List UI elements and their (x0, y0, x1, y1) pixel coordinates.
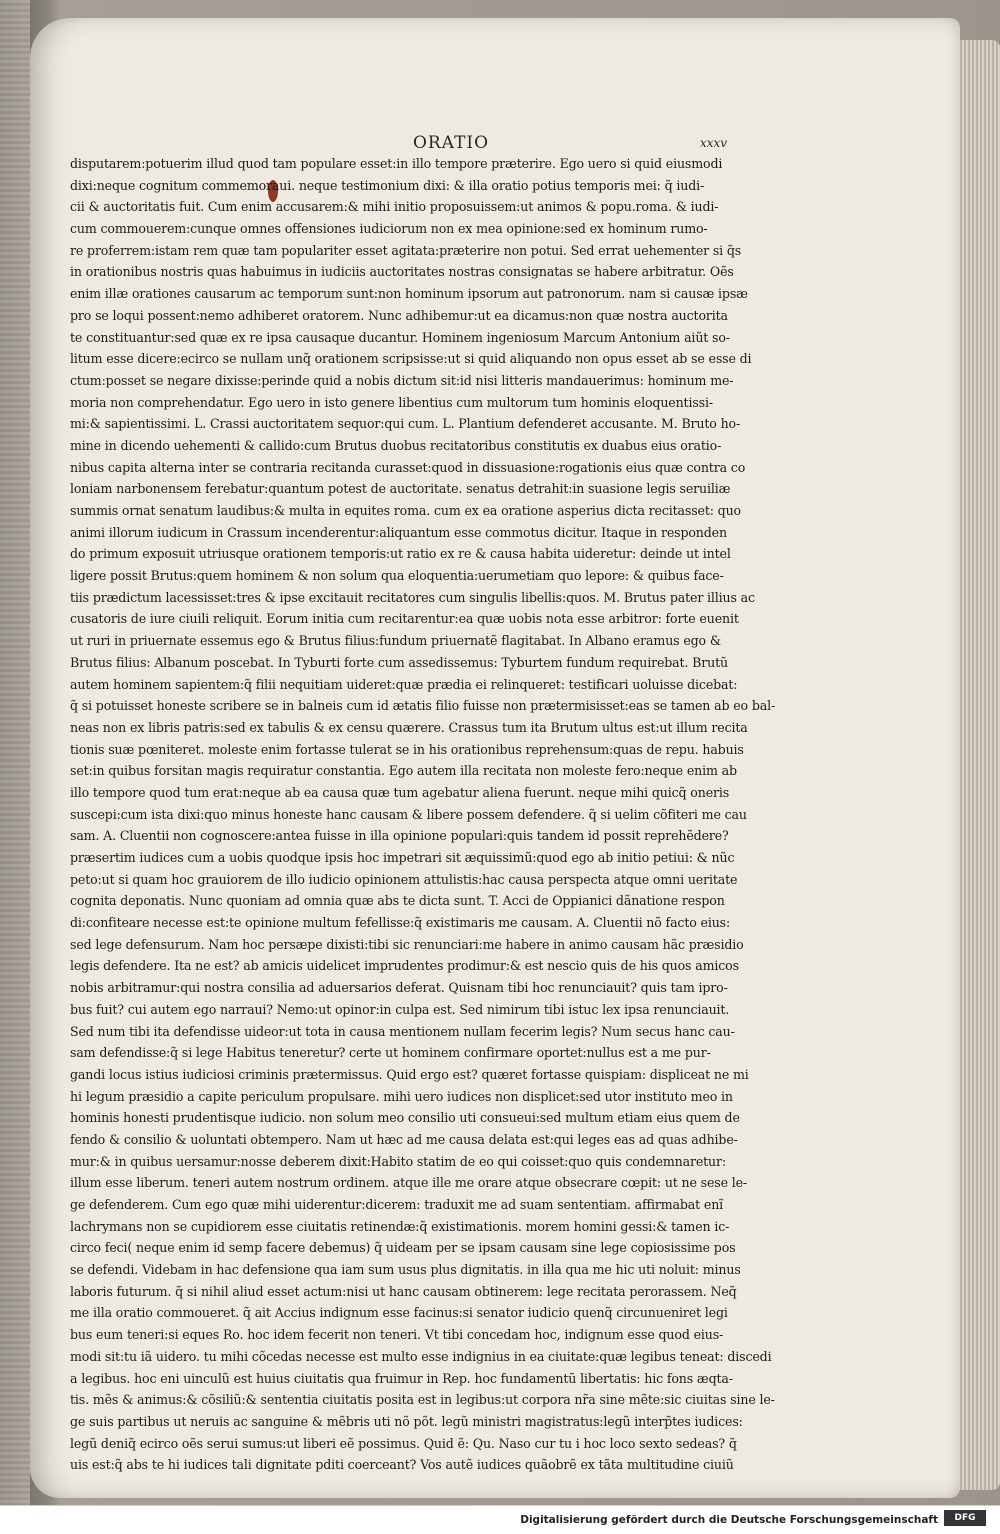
text-line: neas non ex libris patris:sed ex tabulis & ex censu quærere. Crassus tum ita Brutum ultus est:ut illum recita (70, 719, 748, 735)
text-line: laboris futurum. q̃ si nihil aliud esset actum:nisi ut hanc causam obtinerem: lege recitata perorassem. Neq̃ (70, 1283, 737, 1299)
text-line: autem hominem sapientem:q̃ filii nequitiam uideret:quæ prædia ei relinqueret: testificari uoluisse dicebat: (70, 676, 738, 692)
text-line: gandi locus istius iudiciosi criminis prætermissus. Quid ergo est? quæret fortasse quispiam: displiceat ne mi (70, 1066, 749, 1082)
text-line: mur:& in quibus uersamur:nosse deberem dixit:Habito statim de eo qui coisset:quo quis condemnaretur: (70, 1153, 726, 1169)
text-line: enim illæ orationes causarum ac temporum sunt:non hominum ipsorum aut patronorum. nam si causæ ipsæ (70, 286, 748, 302)
text-line: peto:ut si quam hoc grauiorem de illo iudicio opinionem attulistis:hac causa perspecta atque omni ueritate (70, 871, 738, 887)
text-line: Brutus filius: Albanum poscebat. In Tyburti forte cum assedissemus: Tyburtem fundum requirebat. Brutũ (70, 654, 728, 670)
text-line: Sed num tibi ita defendisse uideor:ut tota in causa mentionem nullam fecerim legis? Num secus hanc cau- (70, 1023, 735, 1039)
text-line: ge defenderem. Cum ego quæ mihi uiderentur:dicerem: traduxit me ad suam sententiam. affirmabat enĩ (70, 1197, 724, 1212)
text-line: ligere possit Brutus:quem hominem & non solum qua eloquentia:uerumetiam quo lepore: & quibus face- (70, 568, 724, 584)
text-line: disputarem:potuerim illud quod tam populare esset:in illo tempore præterire. Ego uero si quid eiusmodi (70, 156, 723, 171)
text-line: in orationibus nostris quas habuimus in iudiciis auctoritates nostras consignatas se habere arbitratur. Oẽs (70, 264, 734, 280)
footer-credit: Digitalisierung gefördert durch die Deutsche Forschungsgemeinschaft (520, 1514, 938, 1526)
text-line: cusatoris de iure ciuili reliquit. Eorum initia cum recitarentur:ea quæ uobis nota esse arbitror: forte euenit (70, 611, 739, 627)
text-line: legis defendere. Ita ne est? ab amicis uidelicet imprudentes prodimur:& est nescio quis de his quos amicos (70, 958, 739, 974)
text-line: hi legum præsidio a capite periculum propulsare. mihi uero iudices non displicet:sed utor instituto meo in (70, 1088, 733, 1104)
text-line: modi sit:tu iã uidero. tu mihi cõcedas necesse est multo esse indignius in ea ciuitate:quæ legibus teneat: discedi (70, 1348, 772, 1364)
text-line: moria non comprehendatur. Ego uero in isto genere libentius cum multorum tum hominis eloquentissi- (70, 394, 713, 410)
text-line: suscepi:cum ista dixi:quo minus honeste hanc causam & libere possem defendere. q̃ si uelim cõfiteri me cau (70, 806, 747, 822)
text-line: litum esse dicere:ecirco se nullam unq̃ orationem scripsisse:ut si quid aliquando non opus esset ab se esse di (70, 351, 752, 367)
text-line: set:in quibus forsitan magis requiratur constantia. Ego autem illa recitata non moleste fero:neque enim ab (70, 763, 737, 779)
text-line: mine in dicendo uehementi & callido:cum Brutus duobus recitatoribus constitutis ex duabus eius oratio- (70, 437, 722, 453)
text-line: tiis prædictum lacessisset:tres & ipse excitauit recitatores cum singulis libellis:quos. M. Brutus pater illius ac (70, 589, 755, 605)
text-line: illo tempore quod tum erat:neque ab ea causa quæ tum agebatur aliena fuerunt. neque mihi quicq̃ oneris (70, 784, 730, 800)
text-line: sed lege defensurum. Nam hoc persæpe dixisti:tibi sic renunciari:me habere in animo causam hãc præsidio (70, 936, 744, 952)
running-head: ORATIO (413, 133, 490, 153)
text-line: do primum exposuit utriusque orationem temporis:ut ratio ex re & causa habita uideretur: deinde ut intel (70, 546, 731, 562)
text-line: mi:& sapientissimi. L. Crassi auctoritatem sequor:qui cum. L. Plantium defenderet accusante. M. Bruto ho- (70, 416, 741, 432)
text-line: nibus capita alterna inter se contraria recitanda curasset:quod in dissuasione:rogationis eius quæ contra co (70, 459, 746, 475)
text-line: animi illorum iudicum in Crassum incenderentur:aliquantum esse commotus dicitur. Itaque in responden (70, 524, 727, 540)
text-line: te constituantur:sed quæ ex re ipsa causaque ducantur. Hominem ingeniosum Marcum Antonium aiũt so- (70, 329, 730, 345)
text-line: se defendi. Videbam in hac defensione qua iam sum usus plus dignitatis. in illa qua me hic uti noluit: minus (70, 1262, 741, 1278)
text-line: summis ornat senatum laudibus:& multa in equites roma. cum ex ea oratione asperius dicta recitasset: quo (70, 503, 741, 518)
text-line: legũ deniq̃ ecirco oẽs serui sumus:ut liberi eẽ possimus. Quid ẽ: Qu. Naso cur tu i hoc loco sexto sedeas? q̃ (70, 1435, 737, 1451)
text-line: ut ruri in priuernate essemus ego & Brutus filius:fundum priuernatẽ flagitabat. In Albano eramus ego & (70, 633, 721, 649)
text-line: uis est:q̃ abs te hi iudices tali dignitate pditi coerceant? Vos autẽ iudices quãobrẽ ex tãta multitudine ciuiũ (70, 1457, 734, 1473)
dfg-logo: DFG (944, 1510, 986, 1526)
text-line: dixi:neque cognitum commemoraui. neque testimonium dixi: & illa oratio potius temporis mei: q̃ iudi- (70, 177, 705, 193)
text-line: re proferrem:istam rem quæ tam populariter esset agitata:præterire non potui. Sed errat uehementer si q̃s (70, 242, 742, 258)
text-line: bus fuit? cui autem ego narraui? Nemo:ut opinor:in culpa est. Sed nimirum tibi istuc lex ipsa renunciauit. (70, 1001, 730, 1017)
text-line: loniam narbonensem ferebatur:quantum potest de auctoritate. senatus detrahit:in suasione legis seruiliæ (70, 481, 731, 497)
text-line: sam. A. Cluentii non cognoscere:antea fuisse in illa opinione populari:quis tandem id possit reprehẽdere? (70, 828, 729, 844)
text-line: hominis honesti prudentisque iudicio. non solum meo consilio uti consueui:sed multum etiam eius quem de (70, 1110, 740, 1126)
text-line: fendo & consilio & uoluntati obtempero. Nam ut hæc ad me causa delata est:qui leges eas ad quas adhibe- (70, 1131, 738, 1147)
text-line: cognita deponatis. Nunc quoniam ad omnia quæ abs te dicta sunt. T. Acci de Oppianici dãnatione respon (70, 893, 725, 909)
text-line: me illa oratio commoueret. q̃ ait Accius indignum esse facinus:si senator iudicio quenq̃ circunueniret legi (70, 1305, 728, 1321)
fore-edge-pages (958, 40, 1000, 1490)
text-line: di:confiteare necesse est:te opinione multum fefellisse:q̃ existimaris me causam. A. Cluentii nõ facto eius: (70, 915, 731, 931)
text-line: a legibus. hoc eni uinculũ est huius ciuitatis qua fruimur in Rep. hoc fundamentũ libertatis: hic fons æqta- (70, 1370, 733, 1386)
text-line: cii & auctoritatis fuit. Cum enim accusarem:& mihi initio proposuissem:ut animos & popu.roma. & iudi- (70, 199, 719, 215)
text-line: tionis suæ pœniteret. moleste enim fortasse tulerat se in his orationibus reprehensum:quas de repu. habuis (70, 741, 744, 757)
text-line: circo feci( neque enim id semp facere debemus) q̃ uideam per se ipsam causam sine lege copiosissime pos (70, 1240, 736, 1256)
folio-number: xxxv (700, 136, 728, 150)
text-line: cum commouerem:cunque omnes offensiones iudiciorum non ex mea opinione:sed ex hominum rumo- (70, 221, 708, 237)
text-line: bus eum teneri:si eques Ro. hoc idem fecerit non teneri. Vt tibi concedam hoc, indignum esse quod eius- (70, 1327, 724, 1343)
text-line: illum esse liberum. teneri autem nostrum ordinem. atque ille me orare atque obsecrare cœpit: ut ne sese le- (70, 1175, 748, 1191)
left-page-edges (0, 0, 30, 1505)
text-line: ge suis partibus ut neruis ac sanguine & mẽbris uti nõ põt. legũ ministri magistratus:legũ interp̃tes iudices: (70, 1413, 743, 1429)
text-line: tis. mẽs & animus:& cõsiliũ:& sententia ciuitatis posita est in legibus:ut corpora nr̃a sine mẽte:sic ciuitas sine le- (70, 1392, 775, 1408)
text-line: q̃ si potuisset honeste scribere se in balneis cum id ætatis filio fuisse non prætermisisset:eas se tamen ab eo bal- (70, 698, 776, 714)
text-line: pro se loqui possent:nemo adhiberet oratorem. Nunc adhibemur:ut ea dicamus:non quæ nostra auctorita (70, 307, 728, 323)
text-line: ctum:posset se negare dixisse:perinde quid a nobis dictum sit:id nisi litteris mandauerimus: hominum me- (70, 372, 734, 388)
text-line: lachrymans non se cupidiorem esse ciuitatis retinendæ:q̃ existimationis. morem homini gessi:& tamen ic- (70, 1218, 730, 1234)
text-block (70, 153, 798, 1476)
text-line: præsertim iudices cum a uobis quodque ipsis hoc impetrari sit æquissimũ:quod ego ab initio petiui: & nũc (70, 850, 735, 865)
text-line: sam defendisse:q̃ si lege Habitus teneretur? certe ut hominem confirmare oportet:nullus est a me pur- (70, 1045, 711, 1061)
text-line: nobis arbitramur:qui nostra consilia ad aduersarios deferat. Quisnam tibi hoc renunciauit? quis tam ipro- (70, 980, 728, 996)
